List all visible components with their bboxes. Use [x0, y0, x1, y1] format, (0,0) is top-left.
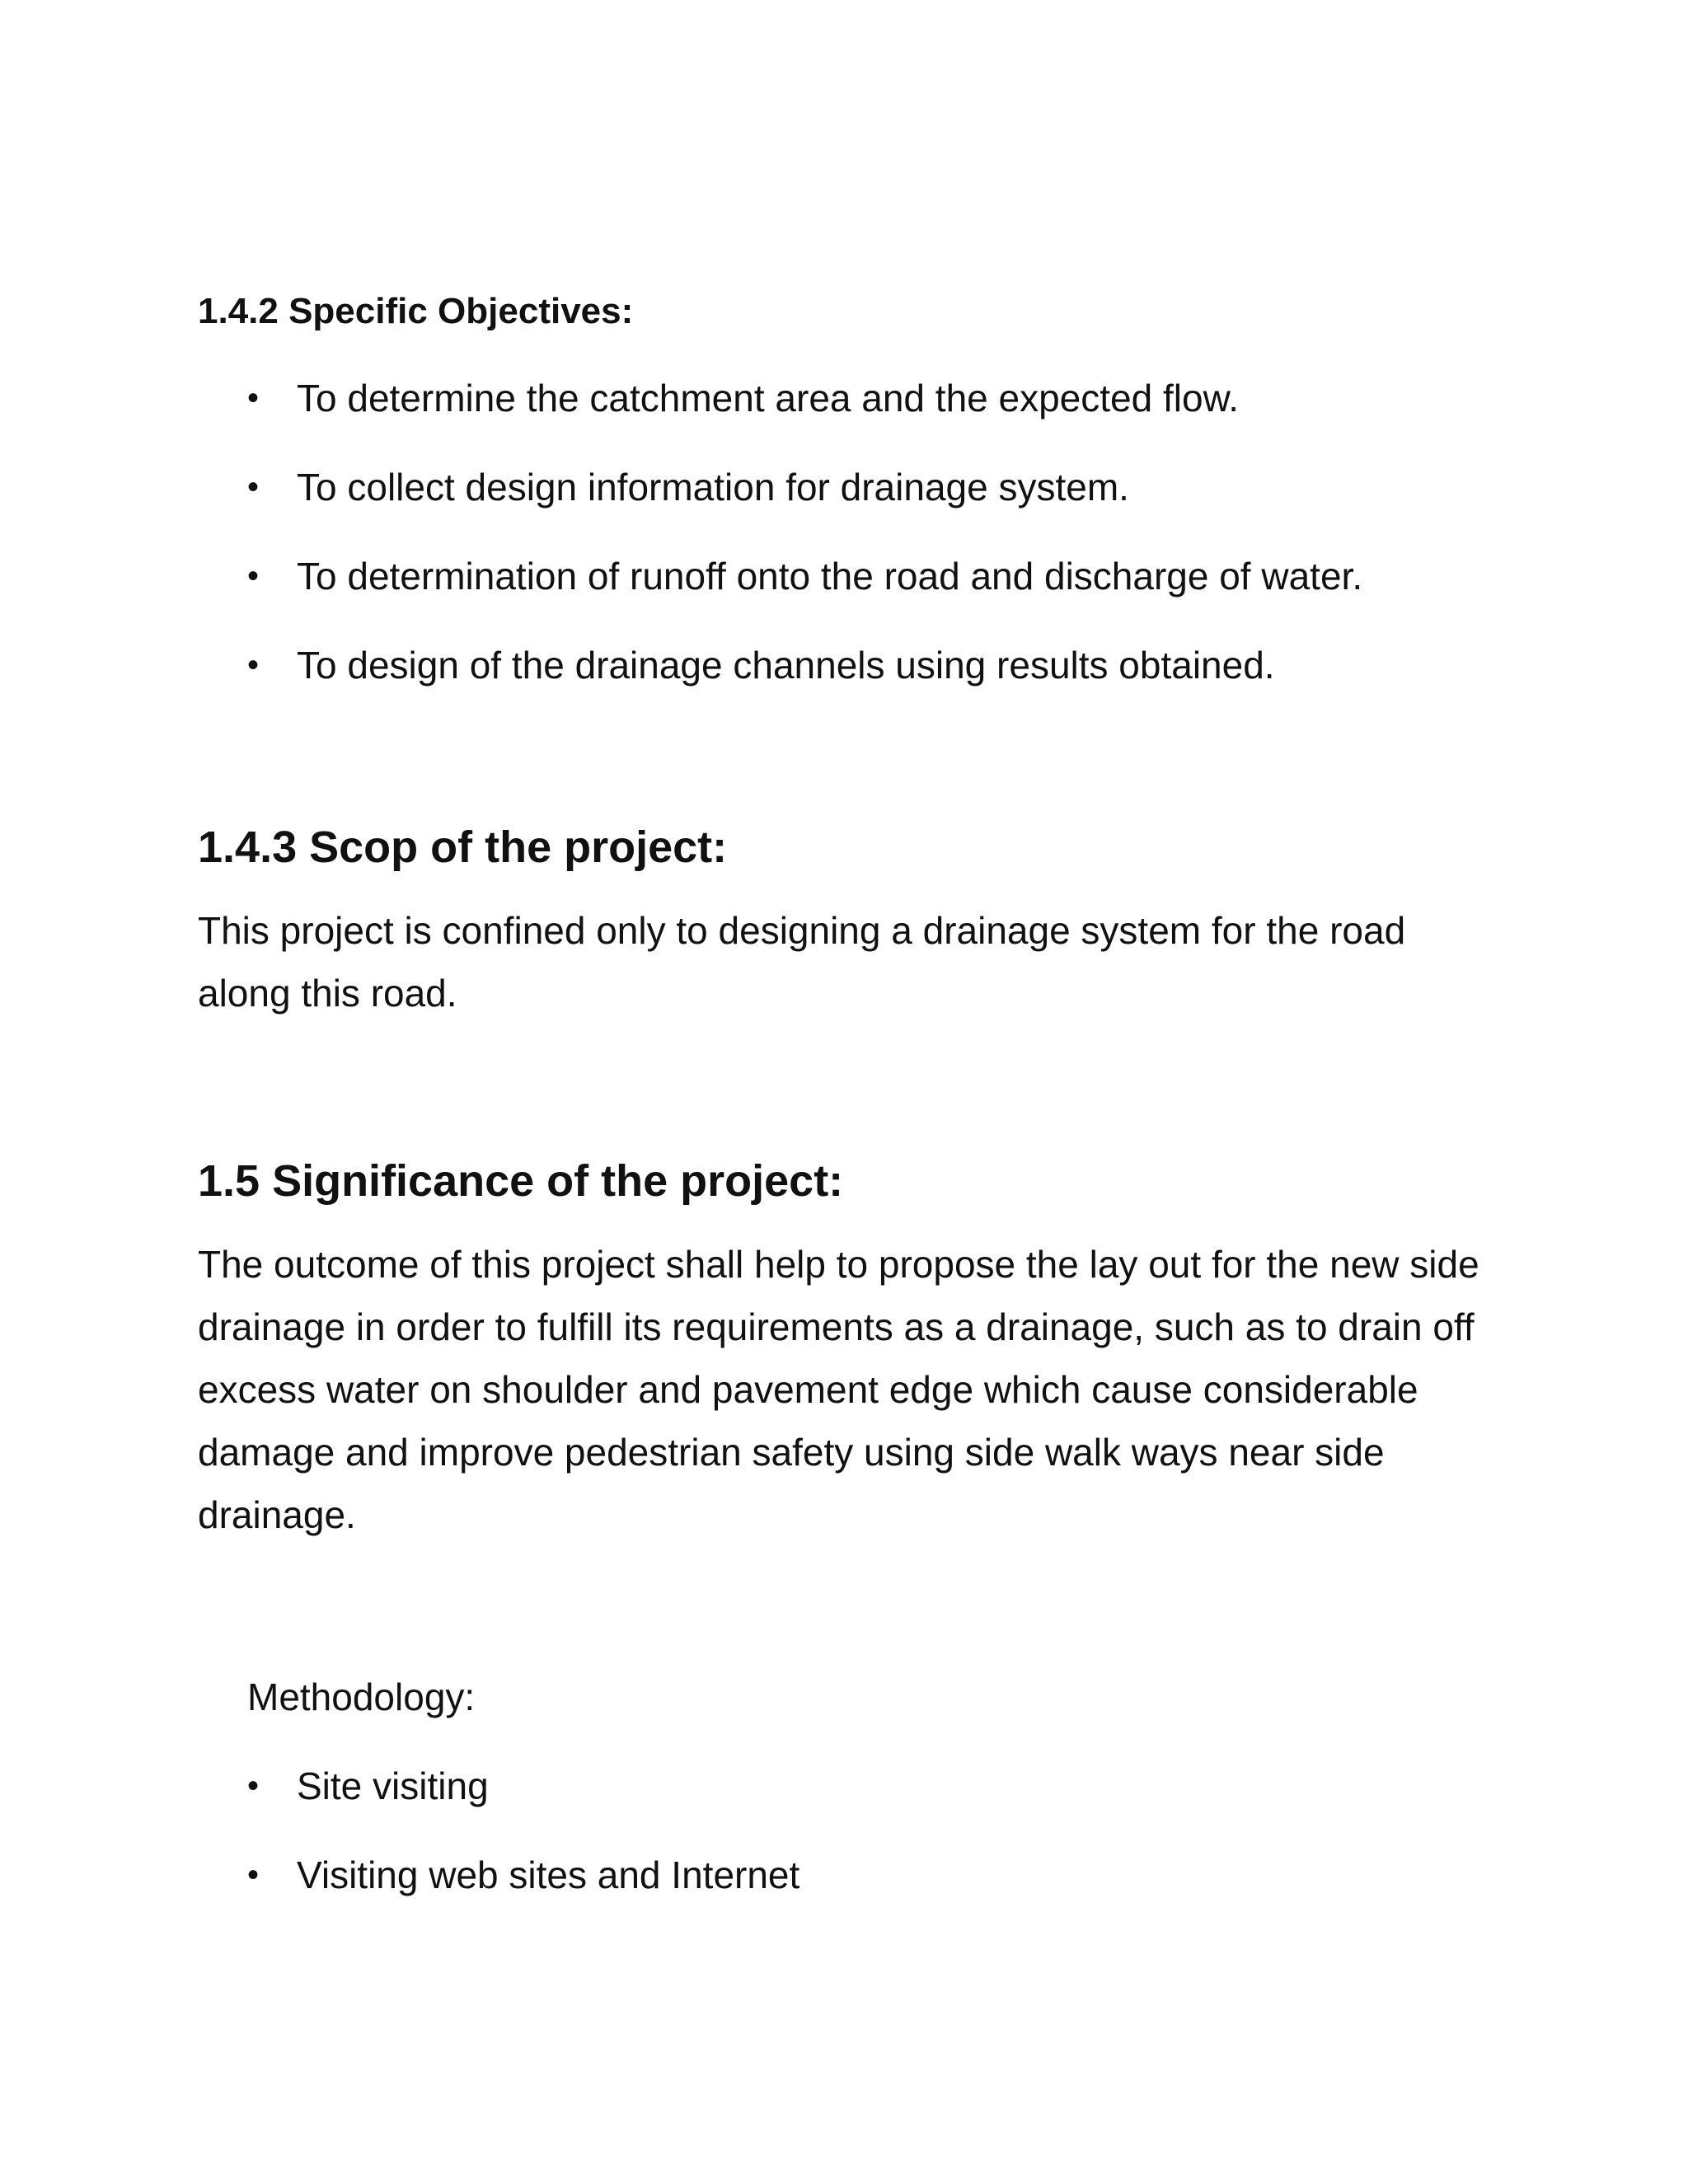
list-item-text: Site visiting	[297, 1765, 489, 1807]
list-item-text: To design of the drainage channels using results obtained.	[297, 644, 1275, 687]
list-item	[198, 641, 1500, 730]
list-item	[198, 1762, 1500, 1851]
scope-heading: 1.4.3 Scop of the project:	[198, 823, 728, 872]
bullet-icon: •	[247, 1768, 260, 1804]
methodology-list	[198, 1762, 1500, 1940]
list-item	[198, 552, 1500, 641]
list-item-text: To determination of runoff onto the road and discharge of water.	[297, 555, 1363, 598]
methodology-heading: Methodology:	[247, 1675, 476, 1718]
list-item	[198, 463, 1500, 552]
list-item-text: To collect design information for drainage system.	[297, 466, 1129, 509]
list-item	[198, 374, 1500, 463]
scope-paragraph: This project is confined only to designing a drainage system for the road along this road.	[198, 909, 1406, 1015]
specific-objectives-section	[198, 288, 1500, 730]
list-item	[198, 1851, 1500, 1940]
methodology-section	[198, 1673, 1500, 1940]
bullet-icon: •	[247, 647, 260, 683]
list-item-text: To determine the catchment area and the expected flow.	[297, 377, 1240, 419]
bullet-icon: •	[247, 558, 260, 594]
significance-section	[198, 1154, 1500, 1546]
significance-heading: 1.5 Significance of the project:	[198, 1156, 844, 1206]
bullet-icon: •	[247, 1857, 260, 1893]
list-item-text: Visiting web sites and Internet	[297, 1854, 800, 1896]
significance-paragraph: The outcome of this project shall help to propose the lay out for the new side drainage in order to fulfill its requirements as a drainage, such as to drain off excess water on shoulder and pavement edge which cause considerable damage and improve pedestrian safety using side walk ways near side drainage.	[198, 1243, 1479, 1536]
specific-objectives-list	[198, 374, 1500, 730]
scope-section	[198, 820, 1500, 1024]
bullet-icon: •	[247, 380, 260, 416]
bullet-icon: •	[247, 469, 260, 505]
specific-objectives-heading: 1.4.2 Specific Objectives:	[198, 291, 634, 331]
